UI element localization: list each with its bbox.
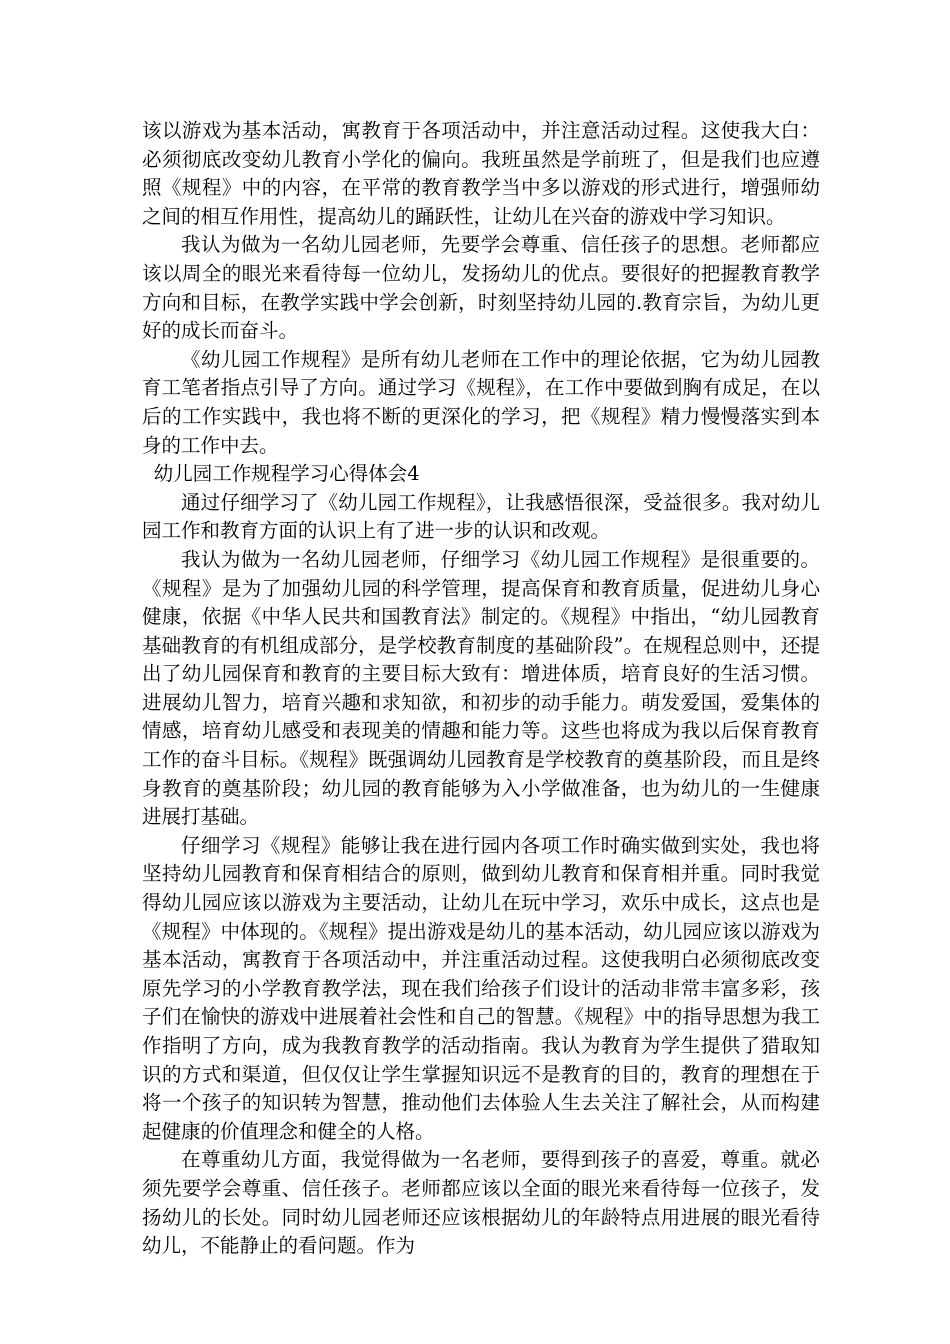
document-page: [142, 117, 820, 1261]
paragraph-3: 《幼儿园工作规程》是所有幼儿老师在工作中的理论依据，它为幼儿园教育工笔者指点引导了方向。通过学习《规程》，在工作中要做到胸有成足，在以后的工作实践中，我也将不断的更深化的学习，把《规程》精力慢慢落实到本身的工作中去。: [142, 347, 820, 457]
paragraph-4: 通过仔细学习了《幼儿园工作规程》，让我感悟很深，受益很多。我对幼儿园工作和教育方面的认识上有了进一步的认识和改观。: [142, 490, 820, 543]
paragraph-5: 我认为做为一名幼儿园老师，仔细学习《幼儿园工作规程》是很重要的。《规程》是为了加强幼儿园的科学管理，提高保育和教育质量，促进幼儿身心健康，依据《中华人民共和国教育法》制定的。《规程》中指出，“幼儿园教育基础教育的有机组成部分，是学校教育制度的基础阶段”。在规程总则中，还提出了幼儿园保育和教育的主要目标大致有：增进体质，培育良好的生活习惯。进展幼儿智力，培育兴趣和求知欲，和初步的动手能力。萌发爱国，爱集体的情感，培育幼儿感受和表现美的情趣和能力等。这些也将成为我以后保育教育工作的奋斗目标。《规程》既强调幼儿园教育是学校教育的奠基阶段，而且是终身教育的奠基阶段；幼儿园的教育能够为入小学做准备，也为幼儿的一生健康进展打基础。: [142, 547, 820, 829]
paragraph-7: 在尊重幼儿方面，我觉得做为一名老师，要得到孩子的喜爱，尊重。就必须先要学会尊重、信任孩子。老师都应该以全面的眼光来看待每一位孩子，发扬幼儿的长处。同时幼儿园老师还应该根据幼儿的年龄特点用进展的眼光看待幼儿，不能静止的看问题。作为: [142, 1148, 820, 1258]
section-heading: 幼儿园工作规程学习心得体会4: [153, 462, 420, 486]
paragraph-1: 该以游戏为基本活动，寓教育于各项活动中，并注意活动过程。这使我大白：必须彻底改变幼儿教育小学化的偏向。我班虽然是学前班了，但是我们也应遵照《规程》中的内容，在平常的教育教学当中多以游戏的形式进行，增强师幼之间的相互作用性，提高幼儿的踊跃性，让幼儿在兴奋的游戏中学习知识。: [142, 119, 820, 228]
paragraph-2: 我认为做为一名幼儿园老师，先要学会尊重、信任孩子的思想。老师都应该以周全的眼光来看待每一位幼儿，发扬幼儿的优点。要很好的把握教育教学方向和目标，在教学实践中学会创新，时刻坚持幼儿园的.教育宗旨，为幼儿更好的成长而奋斗。: [142, 233, 820, 343]
paragraph-6: 仔细学习《规程》能够让我在进行园内各项工作时确实做到实处，我也将坚持幼儿园教育和保育相结合的原则，做到幼儿教育和保育相并重。同时我觉得幼儿园应该以游戏为主要活动，让幼儿在玩中学习，欢乐中成长，这点也是《规程》中体现的。《规程》提出游戏是幼儿的基本活动，幼儿园应该以游戏为基本活动，寓教育于各项活动中，并注重活动过程。这使我明白必须彻底改变原先学习的小学教育教学法，现在我们给孩子们设计的活动非常丰富多彩，孩子们在愉快的游戏中进展着社会性和自己的智慧。《规程》中的指导思想为我工作指明了方向，成为我教育教学的活动指南。我认为教育为学生提供了猎取知识的方式和渠道，但仅仅让学生掌握知识远不是教育的目的，教育的理想在于将一个孩子的知识转为智慧，推动他们去体验人生去关注了解社会，从而构建起健康的价值理念和健全的人格。: [142, 833, 820, 1143]
